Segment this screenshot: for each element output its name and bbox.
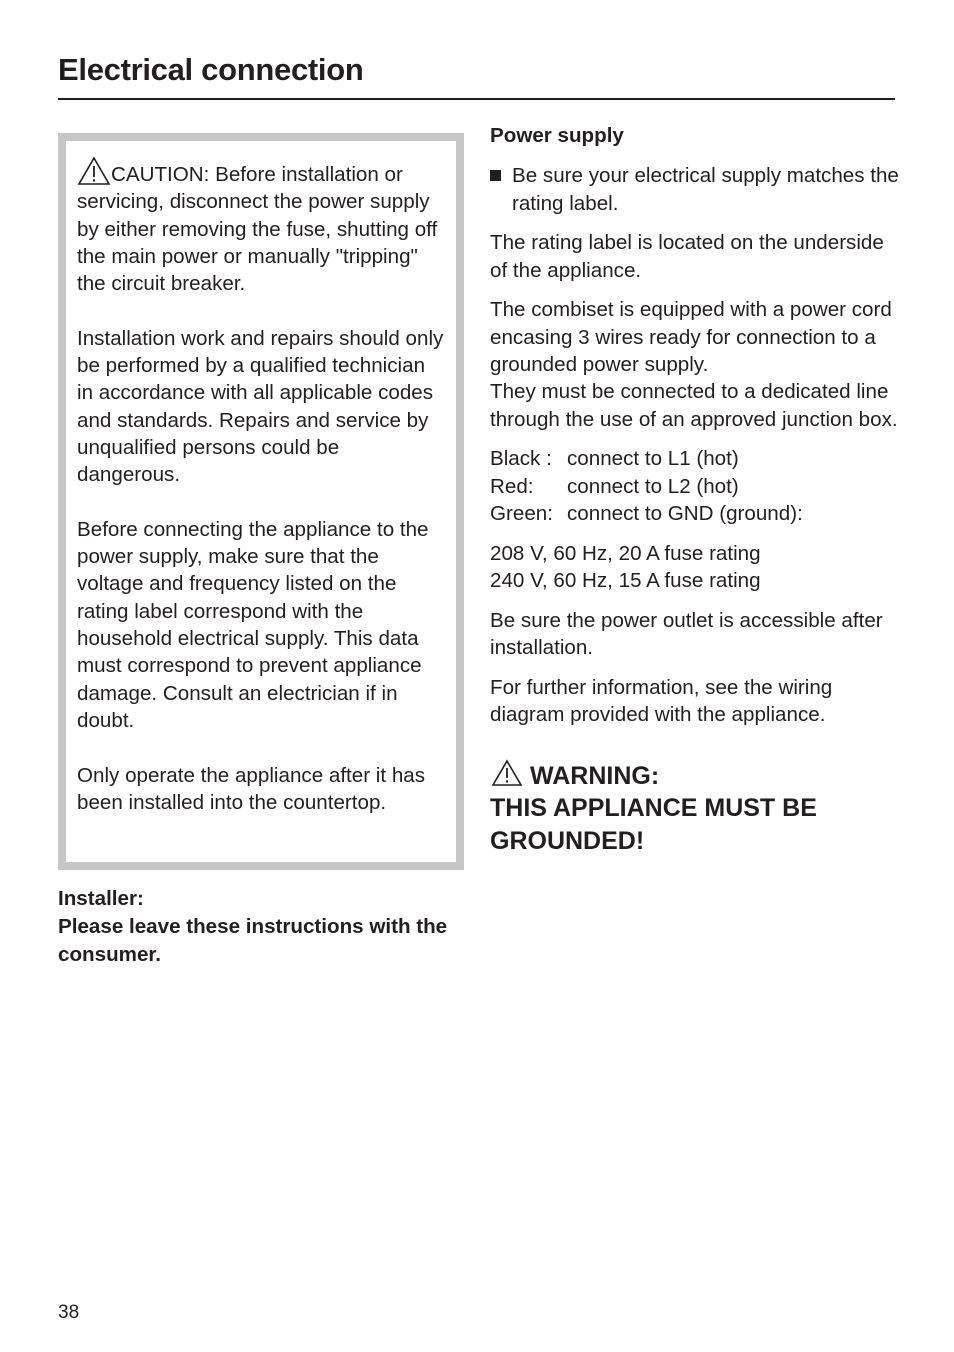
- wire-label: Green:: [490, 502, 553, 526]
- caution-content: [66, 141, 456, 862]
- further-info-paragraph: For further information, see the wiring diagram provided with the appliance.: [490, 676, 833, 727]
- page-number: 38: [58, 1302, 80, 1323]
- wire-value: connect to L1 (hot): [567, 447, 739, 471]
- warning-label: WARNING:: [530, 761, 660, 790]
- warning-text: THIS APPLIANCE MUST BE GROUNDED!: [490, 794, 817, 855]
- fuse-rating-208: 208 V, 60 Hz, 20 A fuse rating: [490, 541, 761, 565]
- square-bullet-icon: [490, 170, 501, 181]
- wire-list: [490, 445, 900, 527]
- installer-instruction: Please leave these instructions with the consumer.: [58, 915, 448, 966]
- power-supply-heading: Power supply: [490, 124, 624, 147]
- fuse-rating-paragraph: [490, 540, 900, 595]
- power-supply-section: [490, 122, 900, 857]
- caution-paragraph-3: Before connecting the appliance to the power supply, make sure that the voltage and frequency listed on the rating label correspond with the household electrical supply. This data must correspond to prevent appliance damage. Consult an electrician if in doubt.: [77, 517, 429, 732]
- wire-row-green: [490, 500, 900, 527]
- wire-value: connect to L2 (hot): [567, 474, 739, 498]
- wire-row-black: [490, 445, 900, 472]
- wire-label: Red:: [490, 474, 534, 498]
- caution-lead-text: CAUTION: Before installation or servicing, disconnect the power supply by either removing the fuse, shutting off the main power or manually "tripping" the circuit breaker.: [77, 163, 438, 296]
- bullet-text: Be sure your electrical supply matches the rating label.: [512, 164, 899, 215]
- junction-box-text: They must be connected to a dedicated line through the use of an approved junction box.: [490, 380, 898, 431]
- page-title: Electrical connection: [58, 52, 364, 87]
- installer-label: Installer:: [58, 887, 144, 910]
- warning-label-line: [490, 759, 900, 793]
- grounding-warning: [490, 759, 900, 858]
- bullet-item: [490, 162, 900, 217]
- caution-box: [58, 133, 464, 870]
- power-cord-text: The combiset is equipped with a power cord encasing 3 wires ready for connection to a grounded power supply.: [490, 298, 892, 377]
- warning-triangle-icon: [77, 156, 111, 186]
- wire-label: Black :: [490, 447, 552, 471]
- outlet-paragraph: Be sure the power outlet is accessible after installation.: [490, 608, 883, 660]
- caution-paragraph-1: [77, 156, 444, 297]
- wire-row-red: [490, 473, 900, 500]
- fuse-rating-240: 240 V, 60 Hz, 15 A fuse rating: [490, 569, 761, 593]
- installer-note: [58, 885, 478, 969]
- wire-value: connect to GND (ground):: [567, 502, 803, 526]
- power-cord-paragraph: [490, 296, 900, 432]
- warning-triangle-icon: [490, 759, 524, 787]
- caution-paragraph-2: Installation work and repairs should only be performed by a qualified technician in accordance with all applicable codes and standards. Repairs and service by unqualified persons could be dangerous.: [77, 326, 444, 487]
- caution-paragraph-4: Only operate the appliance after it has been installed into the countertop.: [77, 763, 426, 814]
- title-rule: [58, 98, 895, 100]
- rating-label-paragraph: The rating label is located on the underside of the appliance.: [490, 231, 884, 282]
